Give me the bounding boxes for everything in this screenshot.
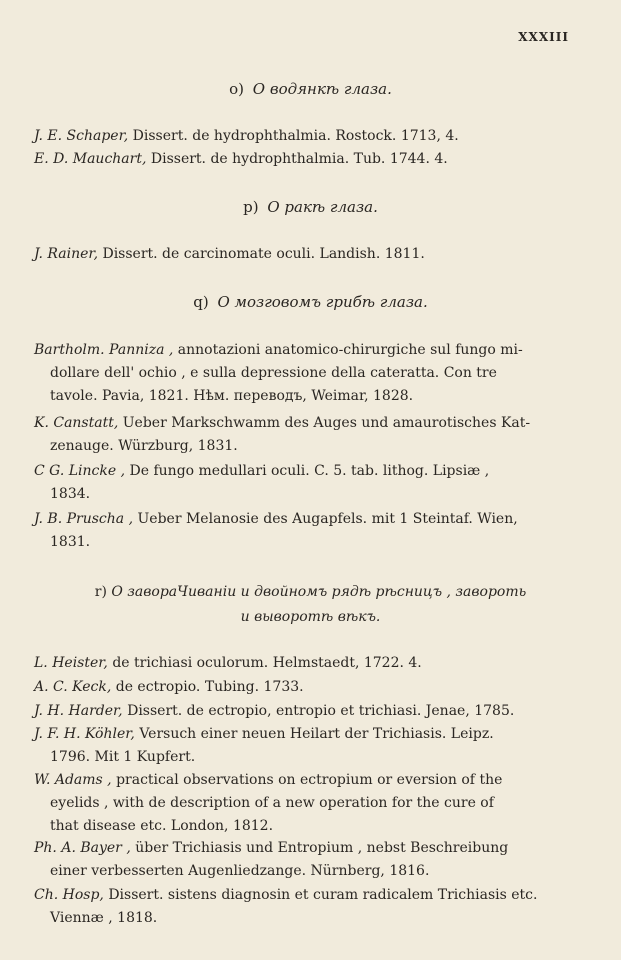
entry-text: Dissert. de ectropio, entropio et trichiasi. Jenae, 1785. <box>127 703 515 719</box>
entry-text: de trichiasi oculorum. Helmstaedt, 1722. 4. <box>112 655 422 671</box>
entry-text: Versuch einer neuen Heilart der Trichiasis. Leipz. <box>139 726 494 742</box>
entry-continuation: that disease etc. London, 1812. <box>50 818 274 834</box>
entry-continuation: zenauge. Würzburg, 1831. <box>50 438 238 454</box>
entry-text: de ectropio. Tubing. 1733. <box>115 679 304 695</box>
section-letter: p) <box>243 198 259 216</box>
entry-author: J. H. Harder, <box>34 703 123 719</box>
bibliography-entry <box>34 700 569 723</box>
section-letter: r) <box>94 584 107 600</box>
entry-continuation: 1834. <box>50 486 91 502</box>
entry-text: über Trichiasis und Entropium , nebst Beschreibung <box>135 840 509 856</box>
section-letter: o) <box>229 80 245 98</box>
entry-continuation: tavole. Pavia, 1821. Нѣм. переводъ, Weimar, 1828. <box>50 388 414 404</box>
bibliography-entry <box>34 412 569 458</box>
bibliography-entry <box>34 339 569 408</box>
entry-continuation: dollare dell' ochio , e sulla depressione della cateratta. Con tre <box>50 365 497 381</box>
entry-text: Dissert. de carcinomate oculi. Landish. 1811. <box>102 246 425 262</box>
section-heading-r <box>0 580 621 630</box>
entry-author: Ch. Hosp, <box>34 887 104 903</box>
entry-author: C G. Lincke , <box>34 463 126 479</box>
entry-text: De fungo medullari oculi. C. 5. tab. lithog. Lipsiæ , <box>129 463 490 479</box>
entry-text: annotazioni anatomico-chirurgiche sul fungo mi- <box>177 342 523 358</box>
entry-text: Dissert. de hydrophthalmia. Rostock. 1713, 4. <box>132 128 459 144</box>
section-letter: q) <box>193 293 209 311</box>
entry-author: L. Heister, <box>34 655 108 671</box>
bibliography-entry <box>34 243 569 266</box>
section-heading-q <box>0 293 621 311</box>
bibliography-entry <box>34 148 569 171</box>
entry-continuation: eyelids , with de description of a new operation for the cure of <box>50 795 494 811</box>
entry-text: Dissert. de hydrophthalmia. Tub. 1744. 4. <box>150 151 448 167</box>
entry-author: J. Rainer, <box>34 246 99 262</box>
entry-continuation: 1831. <box>50 534 91 550</box>
entry-author: J. B. Pruscha , <box>34 511 134 527</box>
section-title: О ракѣ глаза. <box>267 198 378 216</box>
page-number: XXXIII <box>518 30 569 44</box>
entry-author: Ph. A. Bayer , <box>34 840 131 856</box>
entry-text: Ueber Markschwamm des Auges und amaurotisches Kat- <box>122 415 531 431</box>
entry-author: E. D. Mauchart, <box>34 151 147 167</box>
entry-text: Dissert. sistens diagnosin et curam radicalem Trichiasis etc. <box>108 887 538 903</box>
entry-continuation: Viennæ , 1818. <box>50 910 158 926</box>
entry-author: K. Canstatt, <box>34 415 119 431</box>
section-title: О водянкѣ глаза. <box>252 80 392 98</box>
section-title-line-2: и выворотѣ вѣкъ. <box>240 609 381 625</box>
entry-author: A. C. Keck, <box>34 679 112 695</box>
bibliography-entry <box>34 508 569 554</box>
entry-continuation: 1796. Mit 1 Kupfert. <box>50 749 196 765</box>
entry-author: Bartholm. Panniza , <box>34 342 174 358</box>
entry-continuation: einer verbesserten Augenliedzange. Nürnberg, 1816. <box>50 863 430 879</box>
section-title: О мозговомъ грибѣ глаза. <box>217 293 428 311</box>
bibliography-entry <box>34 652 569 675</box>
entry-text: practical observations on ectropium or eversion of the <box>116 772 503 788</box>
bibliography-entry <box>34 125 569 148</box>
bibliography-entry <box>34 676 569 699</box>
section-title: О завораЧиваніи и двойномъ рядѣ рѣсницъ , завороть <box>111 584 527 600</box>
entry-author: W. Adams , <box>34 772 112 788</box>
entry-text: Ueber Melanosie des Augapfels. mit 1 Steintaf. Wien, <box>137 511 518 527</box>
entry-author: J. F. H. Köhler, <box>34 726 135 742</box>
bibliography-entry <box>34 460 569 506</box>
bibliography-entry <box>34 769 569 838</box>
section-heading-p <box>0 198 621 216</box>
section-heading-o <box>0 80 621 98</box>
bibliography-entry <box>34 884 569 930</box>
bibliography-entry <box>34 837 569 883</box>
bibliography-entry <box>34 723 569 769</box>
entry-author: J. E. Schaper, <box>34 128 129 144</box>
